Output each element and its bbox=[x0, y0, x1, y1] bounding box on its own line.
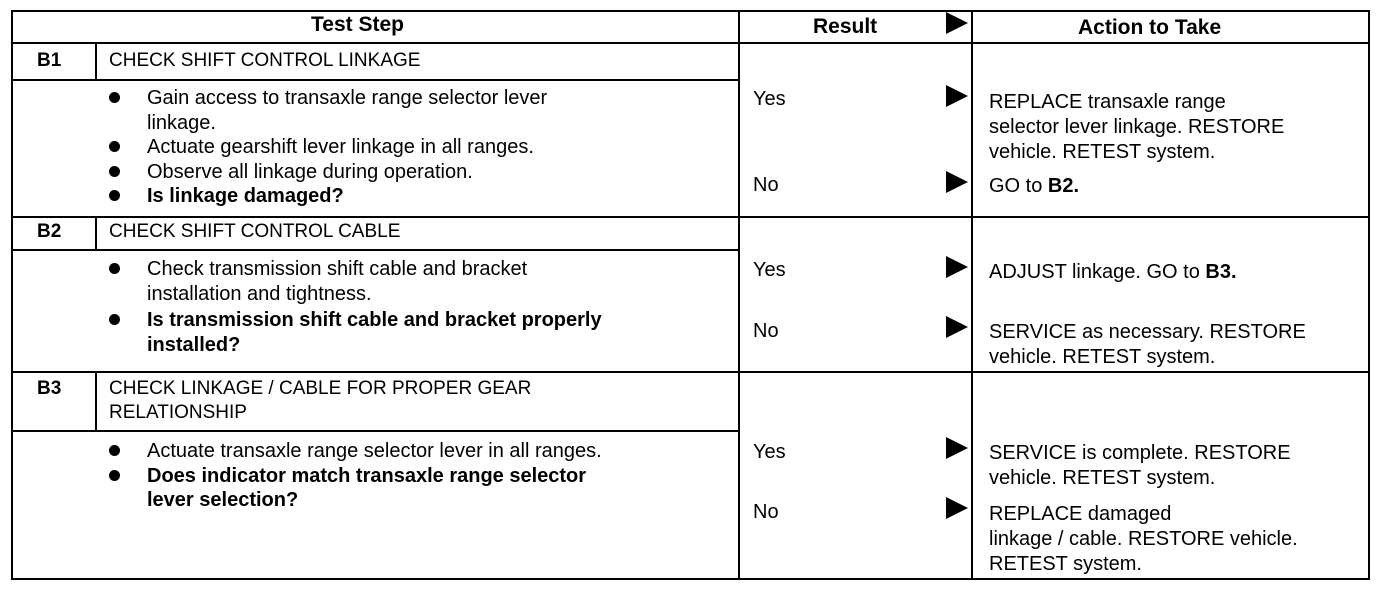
title-divider-b3 bbox=[12, 430, 739, 432]
action-yes-b1: REPLACE transaxle range selector lever linkage. RESTORE vehicle. RETEST system. bbox=[989, 91, 1285, 163]
header-result: Result bbox=[813, 15, 878, 38]
table-border-bottom bbox=[12, 578, 1370, 580]
step-title-b1: CHECK SHIFT CONTROL LINKAGE bbox=[109, 50, 421, 71]
bullet-icon bbox=[109, 263, 120, 274]
bullet-question: Is transmission shift cable and bracket properly installed? bbox=[109, 308, 602, 357]
title-divider-b1 bbox=[12, 79, 739, 81]
table-border-left bbox=[11, 10, 13, 580]
arrow-icon bbox=[946, 85, 968, 107]
code-cell-divider-b3 bbox=[95, 372, 97, 432]
action-no-b3: REPLACE damaged linkage / cable. RESTORE vehicle. RETEST system. bbox=[989, 503, 1298, 575]
bullet-icon bbox=[109, 92, 120, 103]
header-arrow-icon bbox=[946, 12, 968, 34]
action-yes-b3: SERVICE is complete. RESTORE vehicle. RETEST system. bbox=[989, 442, 1291, 489]
arrow-icon bbox=[946, 256, 968, 278]
bullet-question: Is linkage damaged? bbox=[109, 184, 547, 209]
step-title-b3: CHECK LINKAGE / CABLE FOR PROPER GEAR RELATIONSHIP bbox=[109, 378, 532, 423]
title-divider-b2 bbox=[12, 249, 739, 251]
result-yes-b2: Yes bbox=[753, 259, 786, 281]
arrow-icon bbox=[946, 171, 968, 193]
step-bullets-b2 bbox=[109, 257, 602, 357]
bullet-item: Gain access to transaxle range selector lever linkage. bbox=[109, 86, 547, 135]
step-bullets-b1 bbox=[109, 86, 547, 209]
header-divider bbox=[12, 42, 1370, 44]
bullet-item: Actuate transaxle range selector lever in all ranges. bbox=[109, 439, 602, 464]
bullet-item: Observe all linkage during operation. bbox=[109, 160, 547, 185]
step-code-b3: B3 bbox=[37, 378, 62, 399]
action-no-b2: SERVICE as necessary. RESTORE vehicle. RETEST system. bbox=[989, 321, 1306, 368]
result-no-b2: No bbox=[753, 320, 779, 342]
action-no-b1: GO to B2. bbox=[989, 175, 1080, 197]
bullet-icon bbox=[109, 314, 120, 325]
arrow-icon bbox=[946, 316, 968, 338]
step-title-b2: CHECK SHIFT CONTROL CABLE bbox=[109, 221, 401, 242]
bullet-item: Actuate gearshift lever linkage in all ranges. bbox=[109, 135, 547, 160]
result-yes-b1: Yes bbox=[753, 88, 786, 110]
header-test-step: Test Step bbox=[311, 13, 404, 36]
bullet-icon bbox=[109, 190, 120, 201]
bullet-icon bbox=[109, 141, 120, 152]
arrow-icon bbox=[946, 497, 968, 519]
step-code-b2: B2 bbox=[37, 221, 62, 242]
bullet-icon bbox=[109, 470, 120, 481]
header-action: Action to Take bbox=[1078, 16, 1222, 39]
step-code-b1: B1 bbox=[37, 50, 62, 71]
arrow-icon bbox=[946, 437, 968, 459]
table-border-right bbox=[1368, 10, 1370, 580]
bullet-icon bbox=[109, 166, 120, 177]
column-divider-step-result bbox=[738, 10, 740, 580]
code-cell-divider-b2 bbox=[95, 217, 97, 251]
column-divider-result-action bbox=[971, 10, 973, 580]
action-yes-b2: ADJUST linkage. GO to B3. bbox=[989, 261, 1237, 283]
result-no-b1: No bbox=[753, 174, 779, 196]
table-border-top bbox=[12, 10, 1370, 12]
result-yes-b3: Yes bbox=[753, 441, 786, 463]
code-cell-divider-b1 bbox=[95, 43, 97, 81]
row-divider-b1-b2 bbox=[12, 216, 1370, 218]
bullet-question: Does indicator match transaxle range selector lever selection? bbox=[109, 464, 602, 513]
step-bullets-b3 bbox=[109, 439, 602, 513]
bullet-icon bbox=[109, 445, 120, 456]
bullet-item: Check transmission shift cable and bracket installation and tightness. bbox=[109, 257, 602, 306]
result-no-b3: No bbox=[753, 501, 779, 523]
row-divider-b2-b3 bbox=[12, 371, 1370, 373]
